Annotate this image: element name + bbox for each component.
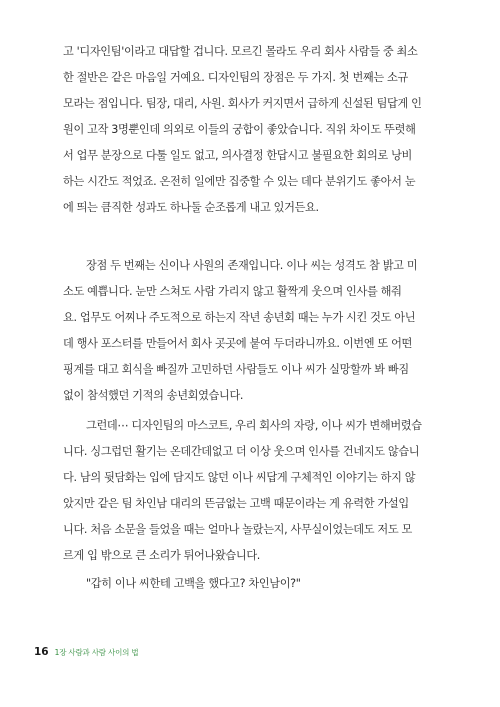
paragraph-line: 없이 참석했던 기적의 송년회였습니다. xyxy=(63,389,244,402)
paragraph-line: 모라는 점입니다. 팀장, 대리, 사원. 회사가 커지면서 급하게 신설된 팀답게 인 xyxy=(63,97,422,110)
paragraph-line: 데 행사 포스터를 만들어서 회사 곳곳에 붙여 두더라니까요. 이번엔 또 어떤 xyxy=(63,337,412,350)
paragraph-line: 르게 입 밖으로 큰 소리가 튀어나왔습니다. xyxy=(63,549,261,562)
paragraph-line: 다. 남의 뒷담화는 입에 담지도 않던 이나 씨답게 구체적인 이야기는 하지 않 xyxy=(63,471,416,484)
dialogue-quote: "갑히 이나 씨한테 고백을 했다고? 차인남이?" xyxy=(86,577,301,590)
chapter-title: 1장 사람과 사람 사이의 법 xyxy=(54,648,139,657)
paragraph-line: 소도 예쁩니다. 눈만 스쳐도 사람 가리지 않고 활짝게 웃으며 인사를 해줘 xyxy=(63,285,402,298)
paragraph-line: 한 절반은 같은 마음일 거예요. 디자인팀의 장점은 두 가지. 첫 번째는 소규 xyxy=(63,71,408,84)
paragraph-line: 서 업무 분장으로 다툴 일도 없고, 의사결정 한답시고 불필요한 회의로 낭비 xyxy=(63,149,412,162)
paragraph-line: 니다. 처음 소문을 들었을 때는 얼마나 놀랐는지, 사무실이었는데도 저도 모 xyxy=(63,523,412,536)
paragraph-line: 하는 시간도 적었죠. 온전히 일에만 집중할 수 있는 데다 분위기도 좋아서 눈 xyxy=(63,175,416,188)
paragraph-line: 그런데⋯ 디자인팀의 마스코트, 우리 회사의 자랑, 이나 씨가 변해버렸습 xyxy=(86,419,422,432)
paragraph-line: 았지만 같은 팀 차인남 대리의 뜬금없는 고백 때문이라는 게 유력한 가설입 xyxy=(63,497,409,510)
page-number: 16 xyxy=(34,646,49,658)
paragraph-line: 핑계를 대고 회식을 빠질까 고민하던 사람들도 이나 씨가 실망할까 봐 빠짐 xyxy=(63,363,409,376)
paragraph-line: 고 '디자인팀'이라고 대답할 겁니다. 모르긴 몰라도 우리 회사 사람들 중 최소 xyxy=(63,45,418,58)
paragraph-line: 에 띄는 큼직한 성과도 하나둘 순조롭게 내고 있거든요. xyxy=(63,201,319,214)
paragraph-line: 요. 업무도 어찌나 주도적으로 하는지 작년 송년회 때는 누가 시킨 것도 아닌 xyxy=(63,311,416,324)
paragraph-line: 니다. 싱그럽던 활기는 온데간데없고 더 이상 웃으며 인사를 건네지도 않습니 xyxy=(63,445,420,458)
paragraph-line: 장점 두 번째는 신이나 사원의 존재입니다. 이나 씨는 성격도 참 밝고 미 xyxy=(86,259,418,272)
page-footer xyxy=(34,646,138,658)
paragraph-line: 원이 고작 3명뿐인데 의외로 이들의 궁합이 좋았습니다. 직위 차이도 뚜렷해 xyxy=(63,123,416,136)
